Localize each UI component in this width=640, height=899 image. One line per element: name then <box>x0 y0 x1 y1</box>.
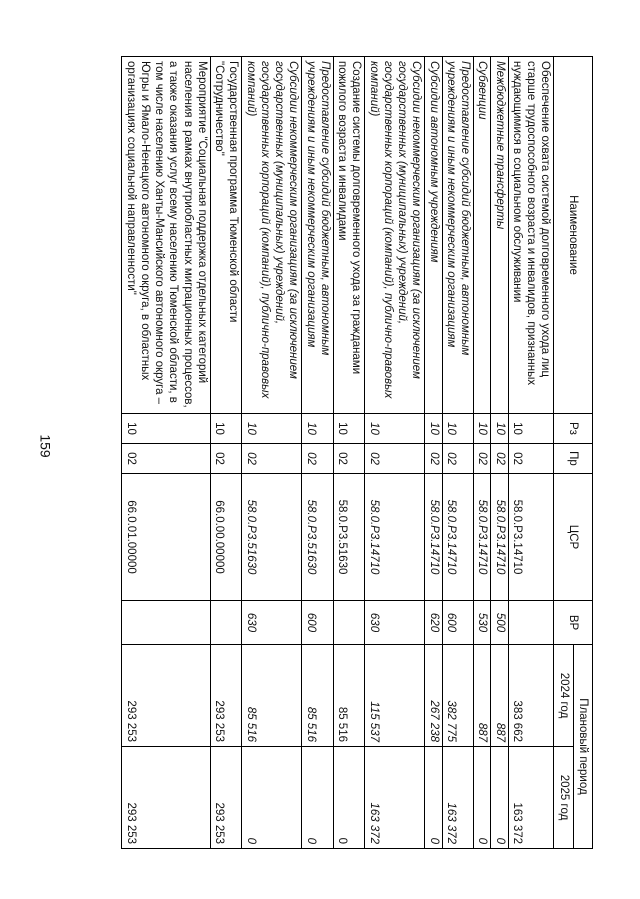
cell-name: Субвенции <box>474 57 491 414</box>
cell-csr: 58.0.Р3.14710 <box>442 474 474 601</box>
cell-2024: 382 775 <box>442 645 474 747</box>
header-vr: ВР <box>554 601 593 645</box>
cell-csr: 58.0.Р3.51630 <box>242 474 302 601</box>
cell-rz: 10 <box>211 414 243 444</box>
cell-2025: 0 <box>474 747 491 849</box>
cell-name: Межбюджетные трансферты <box>491 57 508 414</box>
cell-2024: 85 516 <box>334 645 366 747</box>
cell-name: Создание системы долговременного ухода за гражданами пожилого возраста и инвалидами <box>334 57 366 414</box>
table-row <box>508 57 554 849</box>
cell-2025: 163 372 <box>508 747 554 849</box>
cell-csr: 58.0.Р3.51630 <box>334 474 366 601</box>
cell-2025: 293 253 <box>211 747 243 849</box>
cell-name: Обеспечение охвата системой долговременного ухода лиц старше трудоспособного возраста и инвалидов, признанных нуждающимися в социальном обслуживании <box>508 57 554 414</box>
cell-vr <box>508 601 554 645</box>
cell-vr <box>122 601 211 645</box>
header-name: Наименование <box>554 57 593 414</box>
table-row <box>365 57 425 849</box>
cell-csr: 58.0.Р3.14710 <box>365 474 425 601</box>
cell-vr: 600 <box>442 601 474 645</box>
cell-csr: 66.0.00.00000 <box>211 474 243 601</box>
cell-pr: 02 <box>211 444 243 474</box>
cell-2025: 0 <box>491 747 508 849</box>
cell-2024: 887 <box>474 645 491 747</box>
cell-rz: 10 <box>425 414 442 444</box>
table-row <box>122 57 211 849</box>
cell-pr: 02 <box>302 444 334 474</box>
header-year-2025: 2025 год <box>554 747 573 849</box>
table-row <box>425 57 442 849</box>
cell-rz: 10 <box>302 414 334 444</box>
cell-pr: 02 <box>242 444 302 474</box>
cell-csr: 66.0.01.00000 <box>122 474 211 601</box>
cell-name: Субсидии некоммерческим организациям (за исключением государственных (муниципальных) учреждений, государственных корпораций (компаний), публично-правовых компаний) <box>242 57 302 414</box>
cell-2024: 887 <box>491 645 508 747</box>
cell-csr: 58.0.Р3.14710 <box>508 474 554 601</box>
cell-name: Предоставление субсидий бюджетным, автономным учреждениям и иным некоммерческим организациям <box>442 57 474 414</box>
cell-csr: 58.0.Р3.51630 <box>302 474 334 601</box>
cell-name: Мероприятие "Социальная поддержка отдельных категорий населения в рамках внутриобластных миграционных процессов, а также оказания услуг всему населению Тюменской области, в том числе населению Ханты-Мансийского автономного округа – Югры и Ямало-Ненецкого автономного округа, в областных организациях социальной направленности" <box>122 57 211 414</box>
table-row <box>211 57 243 849</box>
cell-rz: 10 <box>474 414 491 444</box>
cell-vr: 620 <box>425 601 442 645</box>
cell-csr: 58.0.Р3.14710 <box>425 474 442 601</box>
budget-table <box>122 56 594 849</box>
cell-2025: 0 <box>242 747 302 849</box>
cell-pr: 02 <box>508 444 554 474</box>
cell-vr: 630 <box>242 601 302 645</box>
table-row <box>491 57 508 849</box>
cell-pr: 02 <box>425 444 442 474</box>
cell-name: Субсидии некоммерческим организациям (за исключением государственных (муниципальных) учреждений, государственных корпораций (компаний), публично-правовых компаний) <box>365 57 425 414</box>
cell-pr: 02 <box>334 444 366 474</box>
cell-2025: 0 <box>302 747 334 849</box>
cell-2025: 163 372 <box>365 747 425 849</box>
cell-vr <box>334 601 366 645</box>
cell-csr: 58.0.Р3.14710 <box>474 474 491 601</box>
cell-2024: 293 253 <box>211 645 243 747</box>
cell-vr: 500 <box>491 601 508 645</box>
cell-pr: 02 <box>474 444 491 474</box>
cell-vr: 530 <box>474 601 491 645</box>
cell-pr: 02 <box>491 444 508 474</box>
cell-pr: 02 <box>365 444 425 474</box>
table-row <box>442 57 474 849</box>
header-row-1 <box>573 57 592 849</box>
cell-rz: 10 <box>242 414 302 444</box>
cell-2025: 163 372 <box>442 747 474 849</box>
cell-rz: 10 <box>122 414 211 444</box>
cell-2025: 0 <box>425 747 442 849</box>
cell-2025: 293 253 <box>122 747 211 849</box>
cell-vr: 630 <box>365 601 425 645</box>
cell-name: Субсидии автономным учреждениям <box>425 57 442 414</box>
header-csr: ЦСР <box>554 474 593 601</box>
cell-pr: 02 <box>122 444 211 474</box>
cell-vr <box>211 601 243 645</box>
cell-name: Государственная программа Тюменской области "Сотрудничество" <box>211 57 243 414</box>
table-row <box>334 57 366 849</box>
header-year-2024: 2024 год <box>554 645 573 747</box>
cell-2024: 267 238 <box>425 645 442 747</box>
header-pr: Пр <box>554 444 593 474</box>
cell-2024: 383 662 <box>508 645 554 747</box>
cell-rz: 10 <box>365 414 425 444</box>
header-rz: Рз <box>554 414 593 444</box>
cell-2025: 0 <box>334 747 366 849</box>
cell-rz: 10 <box>508 414 554 444</box>
page-number: 159 <box>37 434 54 458</box>
table-row <box>302 57 334 849</box>
cell-pr: 02 <box>442 444 474 474</box>
cell-2024: 115 537 <box>365 645 425 747</box>
cell-2024: 85 516 <box>242 645 302 747</box>
table-row <box>242 57 302 849</box>
cell-name: Предоставление субсидий бюджетным, автономным учреждениям и иным некоммерческим организациям <box>302 57 334 414</box>
table-row <box>474 57 491 849</box>
cell-vr: 600 <box>302 601 334 645</box>
cell-2024: 85 516 <box>302 645 334 747</box>
header-planned-period: Плановый период <box>573 645 592 849</box>
cell-rz: 10 <box>442 414 474 444</box>
cell-rz: 10 <box>334 414 366 444</box>
cell-rz: 10 <box>491 414 508 444</box>
cell-csr: 58.0.Р3.14710 <box>491 474 508 601</box>
cell-2024: 293 253 <box>122 645 211 747</box>
table-body <box>122 57 554 849</box>
rotated-table-container <box>62 56 593 848</box>
